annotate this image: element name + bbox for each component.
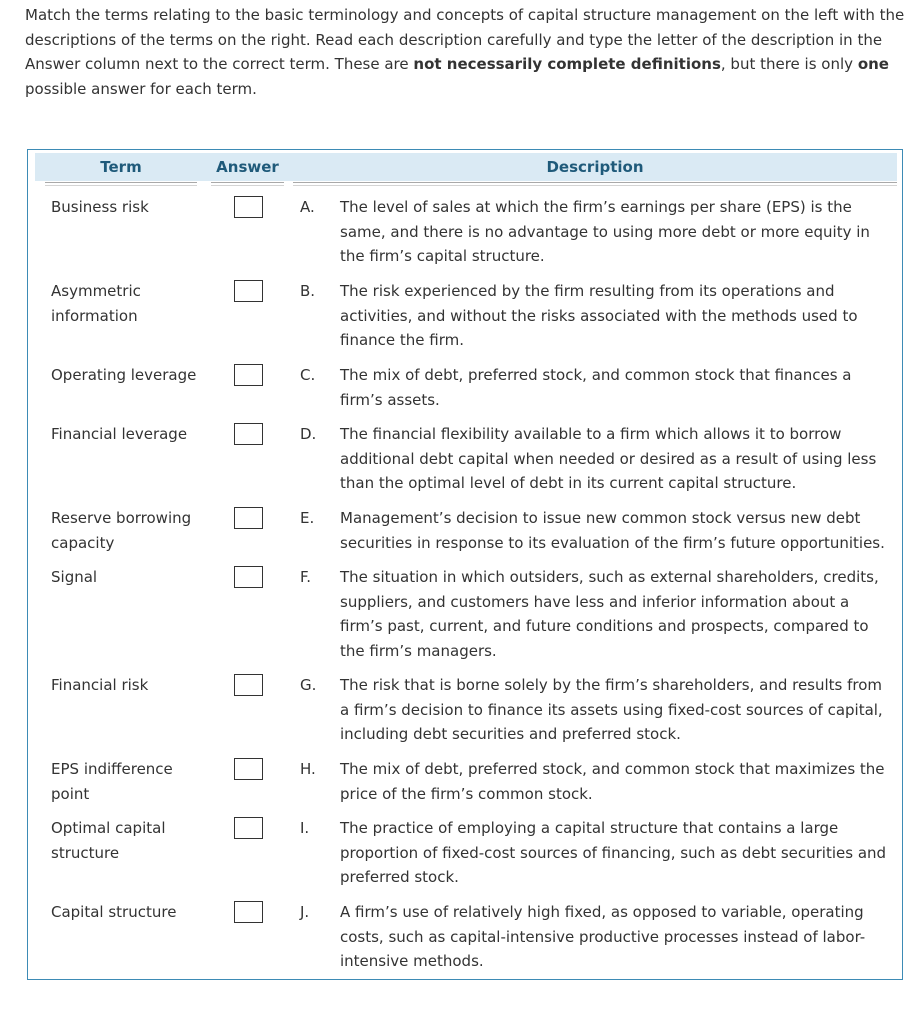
description-e: Management’s decision to issue new common stock versus new debt securities in response to its evaluation of the firm’s future opportunities. xyxy=(340,509,885,552)
answer-input-eps-indifference-point[interactable] xyxy=(234,758,263,780)
answer-input-capital-structure[interactable] xyxy=(234,901,263,923)
description-letter-b: B. xyxy=(300,282,316,300)
term-operating-leverage: Operating leverage xyxy=(51,366,197,384)
answer-input-reserve-borrowing-capacity[interactable] xyxy=(234,507,263,529)
description-column-header: Description xyxy=(546,158,644,176)
description-c: The mix of debt, preferred stock, and common stock that finances a firm’s assets. xyxy=(340,366,852,409)
description-f: The situation in which outsiders, such as external shareholders, credits, suppliers, and customers have less and inferior information about a firm’s past, current, and future conditions and prospects, compared to the firm’s managers. xyxy=(340,568,879,660)
instructions-text-1: Match the terms relating to the basic terminology and concepts of capital structure management on the left with the descriptions of the terms on the right. Read each description carefully and type the letter of the description in the Answer column next to the correct term. These are xyxy=(25,6,905,73)
description-letter-e: E. xyxy=(300,509,315,527)
term-reserve-borrowing-capacity: Reserve borrowing capacity xyxy=(51,509,192,552)
term-business-risk: Business risk xyxy=(51,198,149,216)
description-d: The financial flexibility available to a firm which allows it to borrow additional debt capital when needed or desired as a result of using less than the optimal level of debt in its current capital structure. xyxy=(340,425,877,492)
instructions-text-2: , but there is only xyxy=(720,55,858,73)
term-asymmetric-information: Asymmetric information xyxy=(51,282,141,325)
answer-input-signal[interactable] xyxy=(234,566,263,588)
term-financial-risk: Financial risk xyxy=(51,676,149,694)
answer-header-rule xyxy=(211,182,284,186)
answer-input-financial-risk[interactable] xyxy=(234,674,263,696)
description-j: A firm’s use of relatively high fixed, as opposed to variable, operating costs, such as capital-intensive productive processes instead of labor-intensive methods. xyxy=(340,903,866,970)
description-i: The practice of employing a capital structure that contains a large proportion of fixed-cost sources of financing, such as debt securities and preferred stock. xyxy=(340,819,887,886)
answer-input-optimal-capital-structure[interactable] xyxy=(234,817,263,839)
description-letter-f: F. xyxy=(300,568,311,586)
answer-column-header: Answer xyxy=(216,158,279,176)
description-g: The risk that is borne solely by the firm’s shareholders, and results from a firm’s decision to finance its assets using fixed-cost sources of capital, including debt securities and preferred stock. xyxy=(340,676,883,743)
instructions xyxy=(25,3,905,101)
term-optimal-capital-structure: Optimal capital structure xyxy=(51,819,166,862)
description-letter-i: I. xyxy=(300,819,310,837)
term-capital-structure: Capital structure xyxy=(51,903,177,921)
term-eps-indifference-point: EPS indifference point xyxy=(51,760,173,803)
answer-input-business-risk[interactable] xyxy=(234,196,263,218)
description-letter-g: G. xyxy=(300,676,317,694)
instructions-text-3: possible answer for each term. xyxy=(25,79,257,98)
answer-input-asymmetric-information[interactable] xyxy=(234,280,263,302)
term-signal: Signal xyxy=(51,568,98,586)
description-h: The mix of debt, preferred stock, and common stock that maximizes the price of the firm’s common stock. xyxy=(340,760,885,803)
description-b: The risk experienced by the firm resulting from its operations and activities, and without the risks associated with the methods used to finance the firm. xyxy=(340,282,858,349)
description-letter-c: C. xyxy=(300,366,316,384)
description-header-rule xyxy=(293,182,897,186)
description-letter-d: D. xyxy=(300,425,317,443)
answer-input-operating-leverage[interactable] xyxy=(234,364,263,386)
term-header-rule xyxy=(45,182,197,186)
description-letter-a: A. xyxy=(300,198,315,216)
instructions-emphasis-1: not necessarily complete definitions xyxy=(413,55,721,73)
term-financial-leverage: Financial leverage xyxy=(51,425,188,443)
description-letter-h: H. xyxy=(300,760,316,778)
answer-input-financial-leverage[interactable] xyxy=(234,423,263,445)
description-letter-j: J. xyxy=(300,903,310,921)
instructions-emphasis-2: one xyxy=(857,55,889,73)
term-column-header: Term xyxy=(100,158,142,176)
description-a: The level of sales at which the firm’s earnings per share (EPS) is the same, and there is no advantage to using more debt or more equity in the firm’s capital structure. xyxy=(340,198,870,265)
